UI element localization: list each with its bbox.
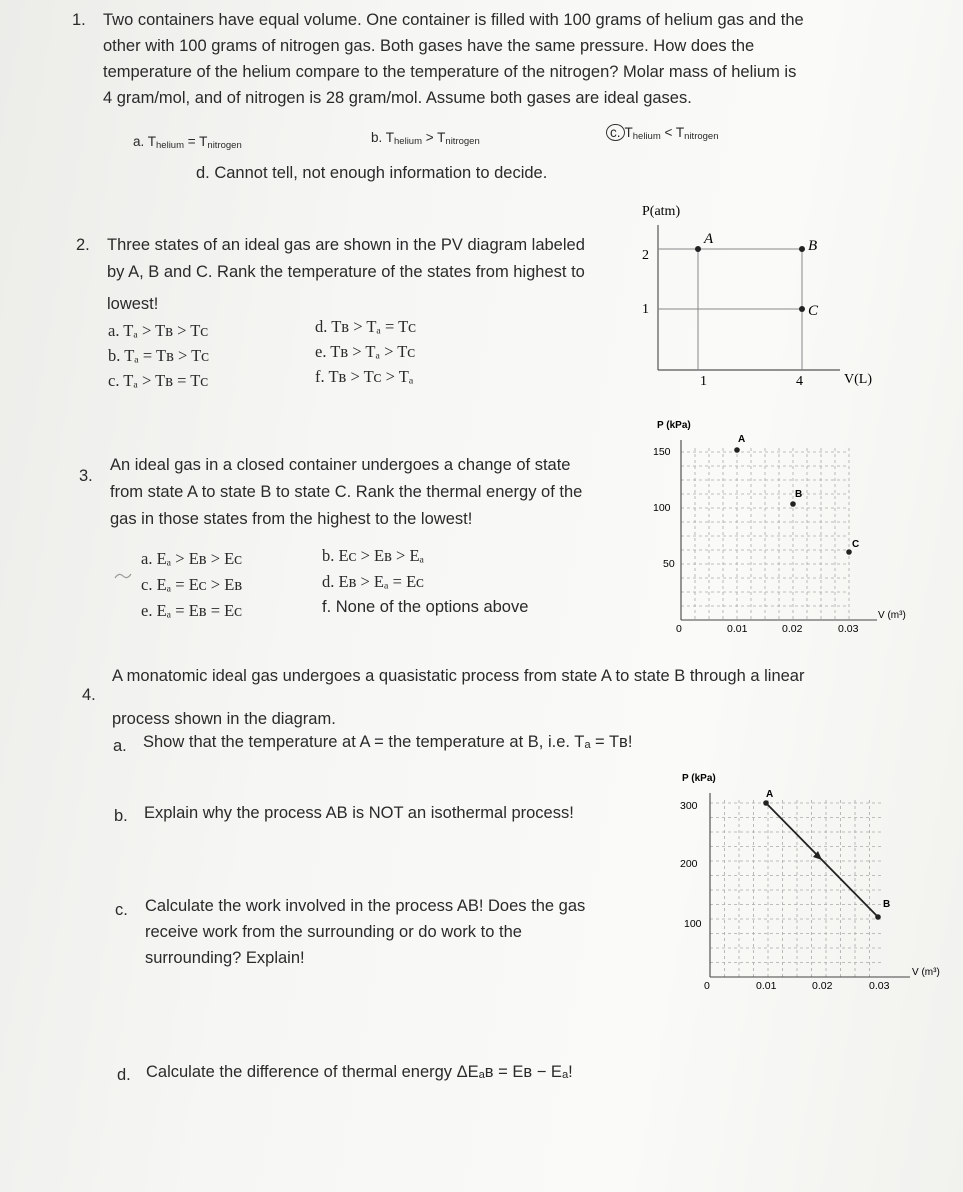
q2-number: 2. <box>76 236 90 254</box>
q3-option-a: a. Eₐ > Eʙ > Eᴄ <box>141 549 243 568</box>
q3-option-f: f. None of the options above <box>322 598 529 616</box>
q2-xtick-1: 1 <box>700 374 707 389</box>
q2-label-c: C <box>808 303 819 319</box>
q1-option-c-selected: c. $T_{helium} < T_{nitrogen}$ <box>606 124 719 142</box>
q1-line-3: temperature of the helium compare to the temperature of the nitrogen? Molar mass of helium is <box>103 63 797 81</box>
q1-line-4: 4 gram/mol, and of nitrogen is 28 gram/mol. Assume both gases are ideal gases. <box>103 89 692 107</box>
q3-ytick-150: 150 <box>653 446 671 458</box>
q2-ytick-2: 2 <box>642 248 649 263</box>
q4-ylabel: P (kPa) <box>682 773 716 784</box>
q2-ytick-1: 1 <box>642 302 649 317</box>
q4-part-c-line-3: surrounding? Explain! <box>145 949 305 967</box>
q1-number: 1. <box>72 11 86 29</box>
q4-part-c-line-2: receive work from the surrounding or do work to the <box>145 923 522 941</box>
q4-xtick-0: 0 <box>704 980 710 992</box>
q4-ytick-100: 100 <box>684 918 702 930</box>
q1-option-a: a. $T_{helium} = T_{nitrogen}$ <box>133 134 242 151</box>
q3-xtick-002: 0.02 <box>782 623 803 635</box>
q2-option-b: b. Tₐ = Tʙ > Tᴄ <box>108 346 210 365</box>
pencil-tick-mark <box>113 570 133 584</box>
q3-option-d: d. Eʙ > Eₐ = Eᴄ <box>322 572 425 591</box>
q3-ylabel: P (kPa) <box>657 420 691 431</box>
q4-ytick-300: 300 <box>680 800 698 812</box>
q3-xtick-0: 0 <box>676 623 682 635</box>
q2-line-2: by A, B and C. Rank the temperature of the states from highest to <box>107 263 585 281</box>
q4-part-a: Show that the temperature at A = the temperature at B, i.e. Tₐ = Tʙ! <box>143 733 633 751</box>
q3-option-c: c. Eₐ = Eᴄ > Eʙ <box>141 575 243 594</box>
q4-c-letter: c. <box>115 901 128 919</box>
q3-option-e: e. Eₐ = Eʙ = Eᴄ <box>141 601 243 620</box>
q3-line-1: An ideal gas in a closed container undergoes a change of state <box>110 456 571 474</box>
q2-option-f: f. Tʙ > Tᴄ > Tₐ <box>315 367 414 386</box>
q2-label-a: A <box>704 231 714 247</box>
q3-pv-graph <box>645 410 920 640</box>
q2-xtick-4: 4 <box>796 374 803 389</box>
q3-point-c <box>846 549 852 555</box>
q4-d-letter: d. <box>117 1066 131 1084</box>
q3-line-3: gas in those states from the highest to the lowest! <box>110 510 473 528</box>
q3-label-a: A <box>738 434 746 445</box>
q2-option-a: a. Tₐ > Tʙ > Tᴄ <box>108 321 209 340</box>
q1-option-d: d. Cannot tell, not enough information to decide. <box>196 164 548 182</box>
q4-label-a: A <box>766 789 774 800</box>
q3-xtick-001: 0.01 <box>727 623 748 635</box>
q2-label-b: B <box>808 238 818 254</box>
q4-a-letter: a. <box>113 737 127 755</box>
q2-pv-diagram <box>630 195 890 395</box>
q4-line-1: A monatomic ideal gas undergoes a quasistatic process from state A to state B through a linear <box>112 667 805 685</box>
q1-option-b: b. $T_{helium} > T_{nitrogen}$ <box>371 130 480 147</box>
q4-xtick-002: 0.02 <box>812 980 833 992</box>
q2-line-1: Three states of an ideal gas are shown in the PV diagram labeled <box>107 236 585 254</box>
q2-option-c: c. Tₐ > Tʙ = Tᴄ <box>108 371 209 390</box>
q4-point-a <box>763 800 769 806</box>
q2-xlabel: V(L) <box>844 372 872 387</box>
answer-circle: c. <box>606 124 625 141</box>
q4-label-b: B <box>883 899 891 910</box>
q3-label-c: C <box>852 539 860 550</box>
q2-point-b <box>799 246 805 252</box>
q3-line-2: from state A to state B to state C. Rank the thermal energy of the <box>110 483 583 501</box>
q4-xtick-001: 0.01 <box>756 980 777 992</box>
q3-ytick-100: 100 <box>653 502 671 514</box>
q2-point-c <box>799 306 805 312</box>
q3-number: 3. <box>79 467 93 485</box>
q2-option-e: e. Tʙ > Tₐ > Tᴄ <box>315 342 416 361</box>
q4-point-b <box>875 914 881 920</box>
q4-part-d: Calculate the difference of thermal energy ΔEₐʙ = Eʙ − Eₐ! <box>146 1063 573 1081</box>
q4-ytick-200: 200 <box>680 858 698 870</box>
q2-line-3: lowest! <box>107 295 159 313</box>
q4-part-b: Explain why the process AB is NOT an isothermal process! <box>144 804 574 822</box>
q3-option-b: b. Eᴄ > Eʙ > Eₐ <box>322 546 425 565</box>
q3-xlabel: V (m³) <box>878 610 906 621</box>
q4-line-2: process shown in the diagram. <box>112 710 336 728</box>
q4-b-letter: b. <box>114 807 128 825</box>
q3-xtick-003: 0.03 <box>838 623 859 635</box>
q3-label-b: B <box>795 489 803 500</box>
q1-line-2: other with 100 grams of nitrogen gas. Both gases have the same pressure. How does the <box>103 37 755 55</box>
q2-ylabel: P(atm) <box>642 204 681 219</box>
q2-point-a <box>695 246 701 252</box>
q3-point-a <box>734 447 740 453</box>
q2-option-d: d. Tʙ > Tₐ = Tᴄ <box>315 317 417 336</box>
q3-point-b <box>790 501 796 507</box>
q4-xtick-003: 0.03 <box>869 980 890 992</box>
q3-ytick-50: 50 <box>663 558 675 570</box>
q4-pv-graph <box>672 765 960 995</box>
q1-line-1: Two containers have equal volume. One container is filled with 100 grams of helium gas and the <box>103 11 804 29</box>
q4-xlabel: V (m³) <box>912 967 940 978</box>
q4-part-c-line-1: Calculate the work involved in the process AB! Does the gas <box>145 897 586 915</box>
q4-number: 4. <box>82 686 96 704</box>
